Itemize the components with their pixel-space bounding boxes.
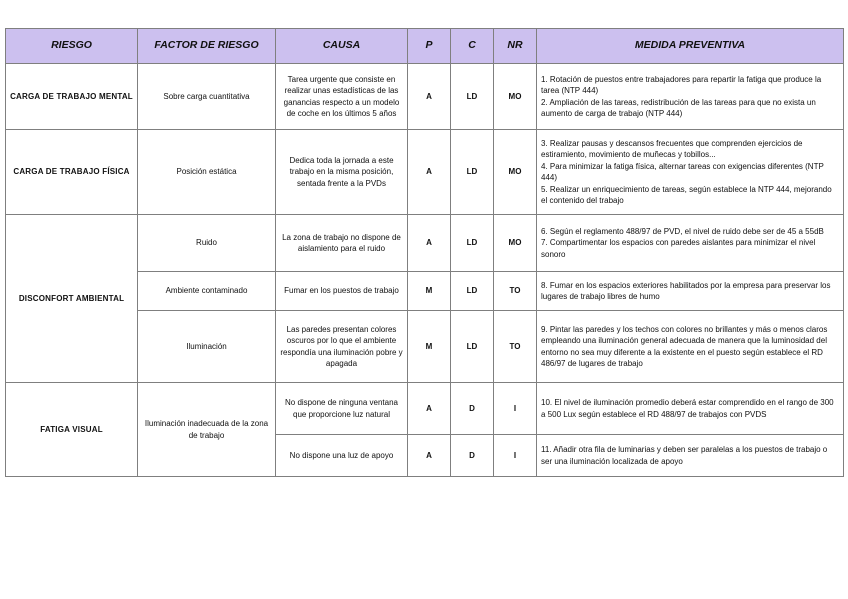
header-probabilidad: P [408, 29, 451, 64]
riesgo-cell: FATIGA VISUAL [6, 383, 138, 477]
factor-cell: Ruido [138, 215, 276, 272]
medida-item: 1. Rotación de puestos entre trabajadores para repartir la fatiga que produce la tarea (NTP 444) [541, 74, 822, 95]
consecuencia-cell: LD [451, 311, 494, 383]
nivel-riesgo-cell: TO [494, 311, 537, 383]
consecuencia-cell: LD [451, 64, 494, 130]
header-nivel-riesgo: NR [494, 29, 537, 64]
medida-cell [537, 311, 844, 383]
causa-cell: Tarea urgente que consiste en realizar unas estadísticas de las ganancias respecto a un modelo de coche en los últimos 5 años [276, 64, 408, 130]
medida-cell [537, 435, 844, 477]
table-row [6, 130, 844, 215]
header-medida-preventiva: MEDIDA PREVENTIVA [537, 29, 844, 64]
medida-item: 5. Realizar un enriquecimiento de tareas, según establece la NTP 444, mejorando el contenido del trabajo [541, 184, 832, 205]
consecuencia-cell: D [451, 435, 494, 477]
nivel-riesgo-cell: I [494, 383, 537, 435]
causa-cell: No dispone de ninguna ventana que proporcione luz natural [276, 383, 408, 435]
header-factor-riesgo: FACTOR DE RIESGO [138, 29, 276, 64]
risk-evaluation-table [5, 28, 844, 477]
medida-item: 9. Pintar las paredes y los techos con colores no brillantes y más o menos claros empleando una iluminación general adecuada de manera que la luminosidad del entorno no sea muy diferente a la existente en el puesto según establece el RD 486/97 de lugares de trabajo [541, 324, 828, 368]
medida-item: 8. Fumar en los espacios exteriores habilitados por la empresa para preservar los lugares de trabajo libres de humo [541, 280, 831, 301]
probabilidad-cell: A [408, 215, 451, 272]
nivel-riesgo-cell: MO [494, 215, 537, 272]
medida-item: 2. Ampliación de las tareas, redistribución de las tareas para que no exista un aumento de carga de trabajo (NTP 444) [541, 97, 816, 118]
medida-cell [537, 130, 844, 215]
medida-item: 6. Según el reglamento 488/97 de PVD, el nivel de ruido debe ser de 45 a 55dB [541, 226, 824, 236]
factor-cell: Sobre carga cuantitativa [138, 64, 276, 130]
medida-item: 10. El nivel de iluminación promedio deberá estar comprendido en el rango de 300 a 500 Lux según establece el RD 488/97 de trabajos con PVDS [541, 398, 834, 419]
consecuencia-cell: LD [451, 215, 494, 272]
table-row [6, 383, 844, 435]
medida-cell [537, 383, 844, 435]
riesgo-cell: CARGA DE TRABAJO FÍSICA [6, 130, 138, 215]
table-row [6, 64, 844, 130]
factor-cell: Iluminación inadecuada de la zona de trabajo [138, 383, 276, 477]
consecuencia-cell: LD [451, 130, 494, 215]
nivel-riesgo-cell: TO [494, 272, 537, 311]
medida-item: 3. Realizar pausas y descansos frecuentes que comprenden ejercicios de estiramiento, movimiento de muñecas y tobillos... [541, 138, 803, 159]
probabilidad-cell: A [408, 64, 451, 130]
medida-item: 7. Compartimentar los espacios con paredes aislantes para minimizar el nivel sonoro [541, 238, 816, 259]
header-causa: CAUSA [276, 29, 408, 64]
medida-cell [537, 64, 844, 130]
header-consecuencia: C [451, 29, 494, 64]
factor-cell: Iluminación [138, 311, 276, 383]
causa-cell: La zona de trabajo no dispone de aislamiento para el ruido [276, 215, 408, 272]
causa-cell: No dispone una luz de apoyo [276, 435, 408, 477]
medida-cell [537, 215, 844, 272]
riesgo-cell: DISCONFORT AMBIENTAL [6, 215, 138, 383]
causa-cell: Fumar en los puestos de trabajo [276, 272, 408, 311]
medida-item: 4. Para minimizar la fatiga física, alternar tareas con exigencias diferentes (NTP 444) [541, 161, 824, 182]
nivel-riesgo-cell: I [494, 435, 537, 477]
consecuencia-cell: LD [451, 272, 494, 311]
consecuencia-cell: D [451, 383, 494, 435]
medida-item: 11. Añadir otra fila de luminarias y deben ser paralelas a los puestos de trabajo o ser una iluminación localizada de apoyo [541, 445, 828, 466]
factor-cell: Posición estática [138, 130, 276, 215]
nivel-riesgo-cell: MO [494, 64, 537, 130]
probabilidad-cell: A [408, 130, 451, 215]
riesgo-cell: CARGA DE TRABAJO MENTAL [6, 64, 138, 130]
medida-cell [537, 272, 844, 311]
causa-cell: Las paredes presentan colores oscuros por lo que el ambiente respondía una iluminación pobre y apagada [276, 311, 408, 383]
table-row [6, 215, 844, 272]
factor-cell: Ambiente contaminado [138, 272, 276, 311]
table-header-row [6, 29, 844, 64]
probabilidad-cell: M [408, 311, 451, 383]
header-riesgo: RIESGO [6, 29, 138, 64]
probabilidad-cell: A [408, 435, 451, 477]
causa-cell: Dedica toda la jornada a este trabajo en la misma posición, sentada frente a la PVDs [276, 130, 408, 215]
nivel-riesgo-cell: MO [494, 130, 537, 215]
probabilidad-cell: A [408, 383, 451, 435]
probabilidad-cell: M [408, 272, 451, 311]
